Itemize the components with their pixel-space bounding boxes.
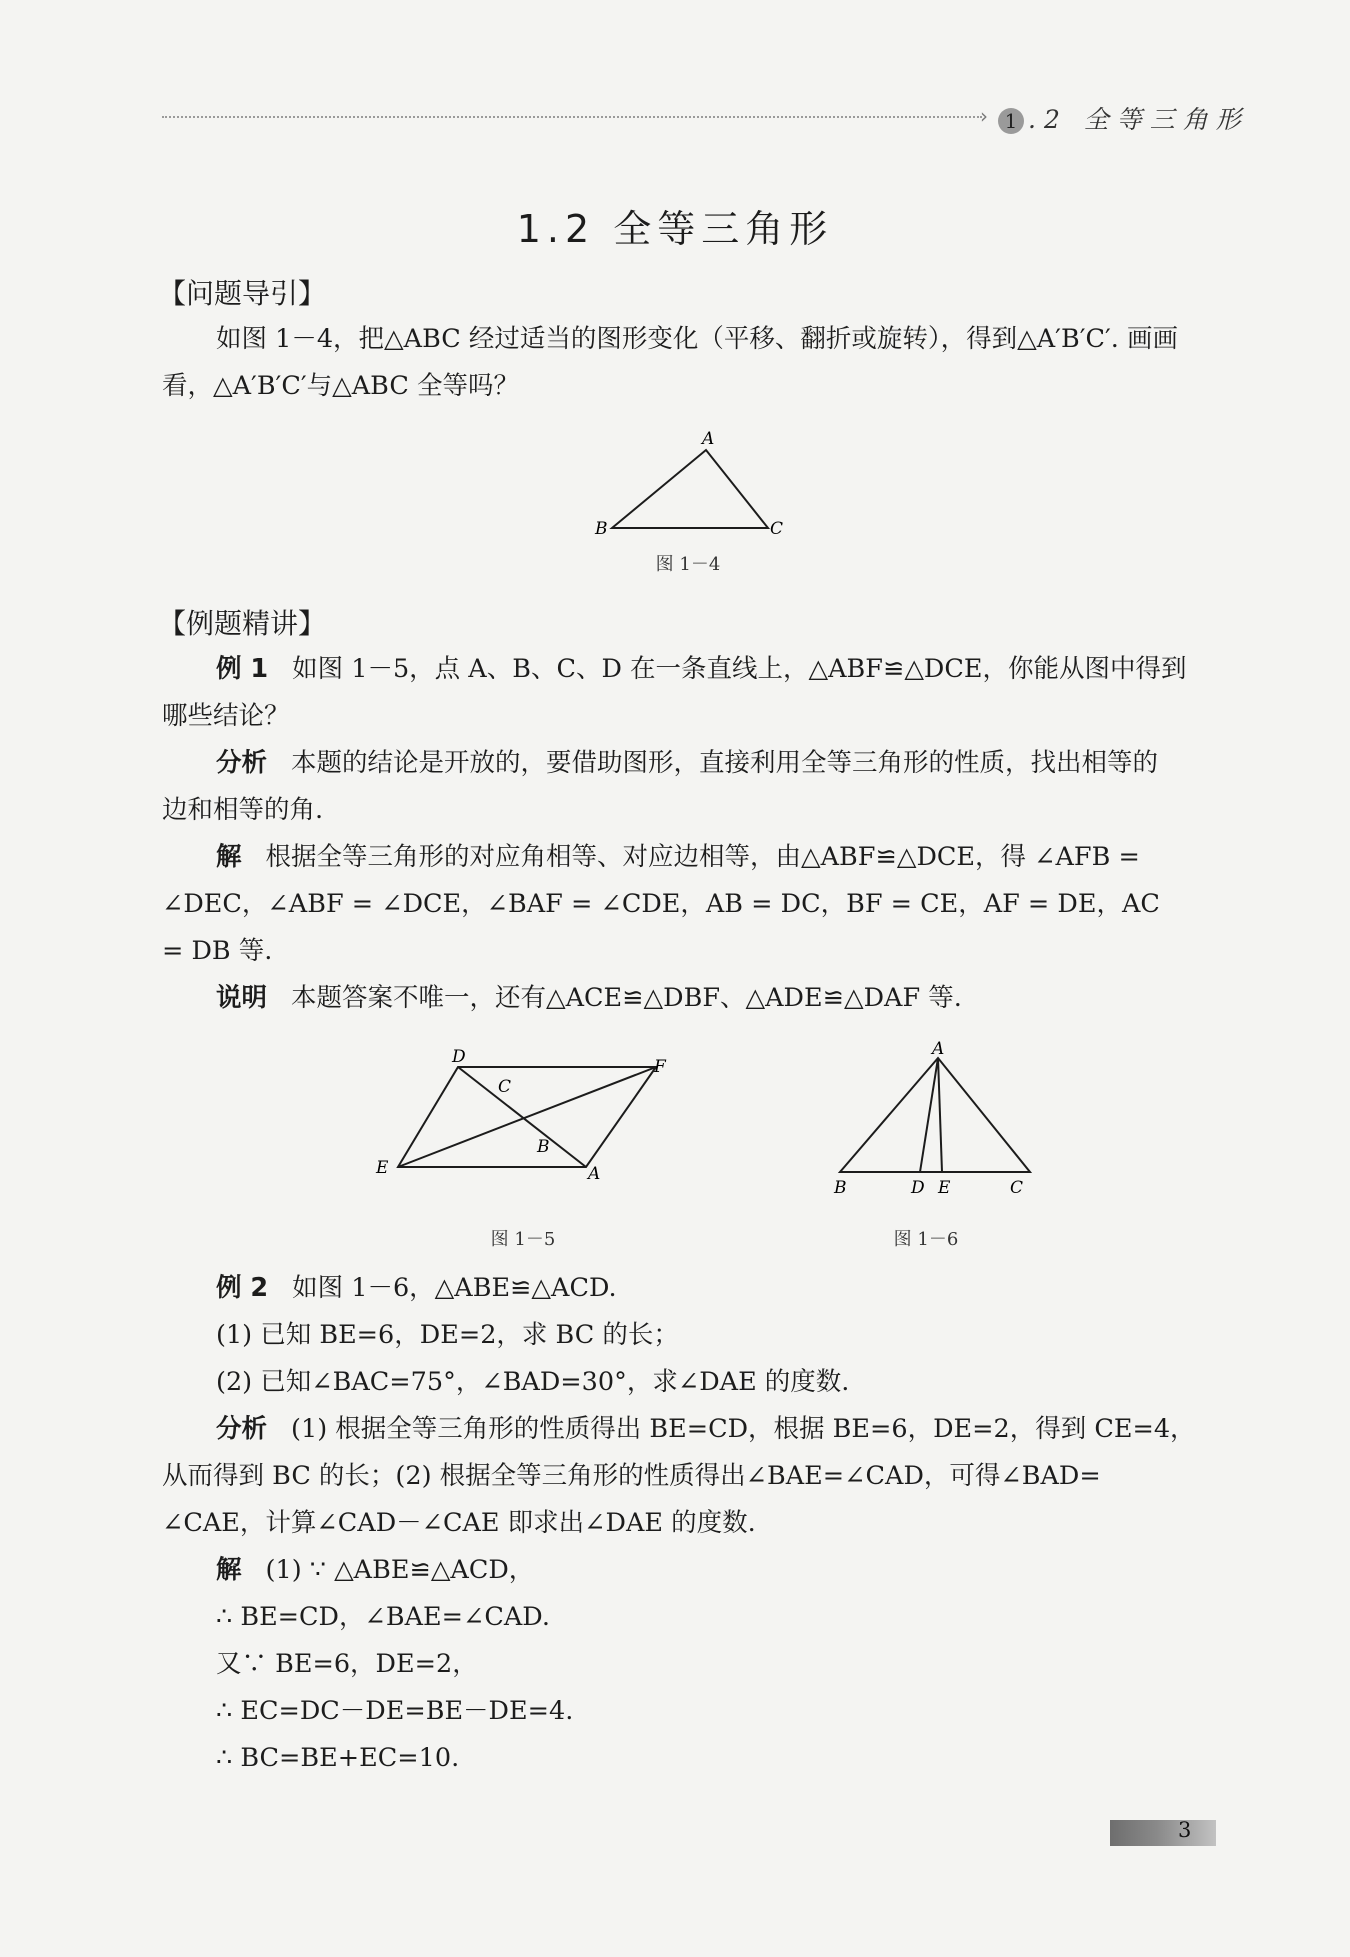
ex2-statement: 如图 1－6，△ABE≌△ACD. [292,1273,617,1303]
ex2-analysis-line-3: ∠CAE，计算∠CAD－∠CAE 即求出∠DAE 的度数. [162,1508,756,1538]
guide-line-2: 看，△A′B′C′与△ABC 全等吗？ [162,371,520,401]
guide-heading: 【问题导引】 [158,277,327,310]
ex1-analysis-label: 分析 [216,748,268,778]
guide-line-1: 如图 1－4，把△ABC 经过适当的图形变化（平移、翻折或旋转），得到△A′B′C′. 画画 [216,324,1179,354]
ex1-solution-line-3: = DB 等. [162,936,273,966]
ex1-analysis-line-1 [162,740,1212,787]
fig14-label-c: C [770,519,784,539]
ex2-solution-line-3: 又∵ BE=6，DE=2， [216,1649,478,1679]
fig16-caption: 图 1－6 [893,1229,959,1250]
fig14-label-a: A [702,430,715,449]
fig15-label-b: B [537,1137,550,1157]
fig15-line-da [458,1067,586,1167]
header-arrow-icon: › [980,104,988,128]
ex2-question-2: (2) 已知∠BAC=75°，∠BAD=30°，求∠DAE 的度数. [216,1367,850,1397]
fig15-label-d: D [452,1047,466,1067]
fig15-label-a: A [588,1164,601,1184]
ex2-analysis-line-2: 从而得到 BC 的长；(2) 根据全等三角形的性质得出∠BAE=∠CAD，可得∠BAD= [162,1461,1101,1491]
ex2-analysis-line-1 [162,1406,1212,1453]
ex1-analysis-text-1: 本题的结论是开放的，要借助图形，直接利用全等三角形的性质，找出相等的 [291,748,1159,778]
fig16-label-e: E [938,1178,951,1198]
header-chapter-badge: 1 [998,108,1024,134]
ex1-line-2: 哪些结论？ [162,701,290,731]
figure-1-4 [590,430,790,540]
fig16-label-d: D [911,1178,925,1198]
ex1-statement-1: 如图 1－5，点 A、B、C、D 在一条直线上，△ABF≌△DCE，你能从图中得到 [292,654,1187,684]
ex2-solution-line-2: ∴ BE=CD，∠BAE=∠CAD. [216,1602,550,1632]
fig16-label-b: B [834,1178,847,1198]
fig14-label-b: B [595,519,608,539]
fig16-line-ae [938,1058,942,1172]
ex2-label: 例 2 [216,1273,269,1303]
footer-bar [1110,1820,1216,1846]
ex2-analysis-text-1: (1) 根据全等三角形的性质得出 BE=CD，根据 BE=6，DE=2，得到 CE=4， [291,1414,1196,1444]
fig15-label-f: F [654,1057,666,1077]
ex1-solution-label: 解 [216,842,242,872]
triangle-abc [612,450,768,528]
ex1-solution-line-2: ∠DEC，∠ABF = ∠DCE，∠BAF = ∠CDE，AB = DC，BF = CE，AF = DE，AC [162,889,1160,919]
ex1-solution-line-1 [162,834,1212,881]
ex2-solution-text-1: (1) ∵ △ABE≌△ACD， [265,1555,535,1585]
header-title: .2 全等三角形 [1028,105,1249,134]
fig16-label-c: C [1010,1178,1024,1198]
ex2-solution-line-5: ∴ BC=BE+EC=10. [216,1743,460,1773]
ex2-analysis-label: 分析 [216,1414,268,1444]
ex2-line-1 [162,1265,1212,1312]
ex1-analysis-line-2: 边和相等的角. [162,795,324,825]
examples-heading: 【例题精讲】 [158,607,327,640]
page-number: 3 [1178,1818,1192,1842]
figure-1-5 [370,1045,680,1195]
section-title: 1.2 全等三角形 [516,207,834,251]
ex2-solution-line-4: ∴ EC=DC－DE=BE－DE=4. [216,1696,574,1726]
figure-1-6 [818,1040,1048,1200]
ex1-solution-text-1: 根据全等三角形的对应角相等、对应边相等，由△ABF≌△DCE，得 ∠AFB = [265,842,1140,872]
ex2-solution-label: 解 [216,1555,242,1585]
ex1-line-1 [162,646,1212,693]
ex2-solution-line-1 [162,1547,1212,1594]
fig16-label-a: A [932,1040,945,1059]
ex1-label: 例 1 [216,654,269,684]
fig15-caption: 图 1－5 [490,1229,556,1250]
fig14-caption: 图 1－4 [655,554,721,575]
fig15-line-ef [398,1067,656,1167]
ex1-note-text: 本题答案不唯一，还有△ACE≌△DBF、△ADE≌△DAF 等. [291,983,962,1013]
ex1-note-label: 说明 [216,983,268,1013]
header-rule [162,116,982,118]
running-header [998,100,1249,136]
fig15-label-e: E [376,1158,389,1178]
ex1-note-line [162,975,1212,1022]
ex2-question-1: (1) 已知 BE=6，DE=2，求 BC 的长； [216,1320,679,1350]
fig15-label-c: C [498,1077,512,1097]
